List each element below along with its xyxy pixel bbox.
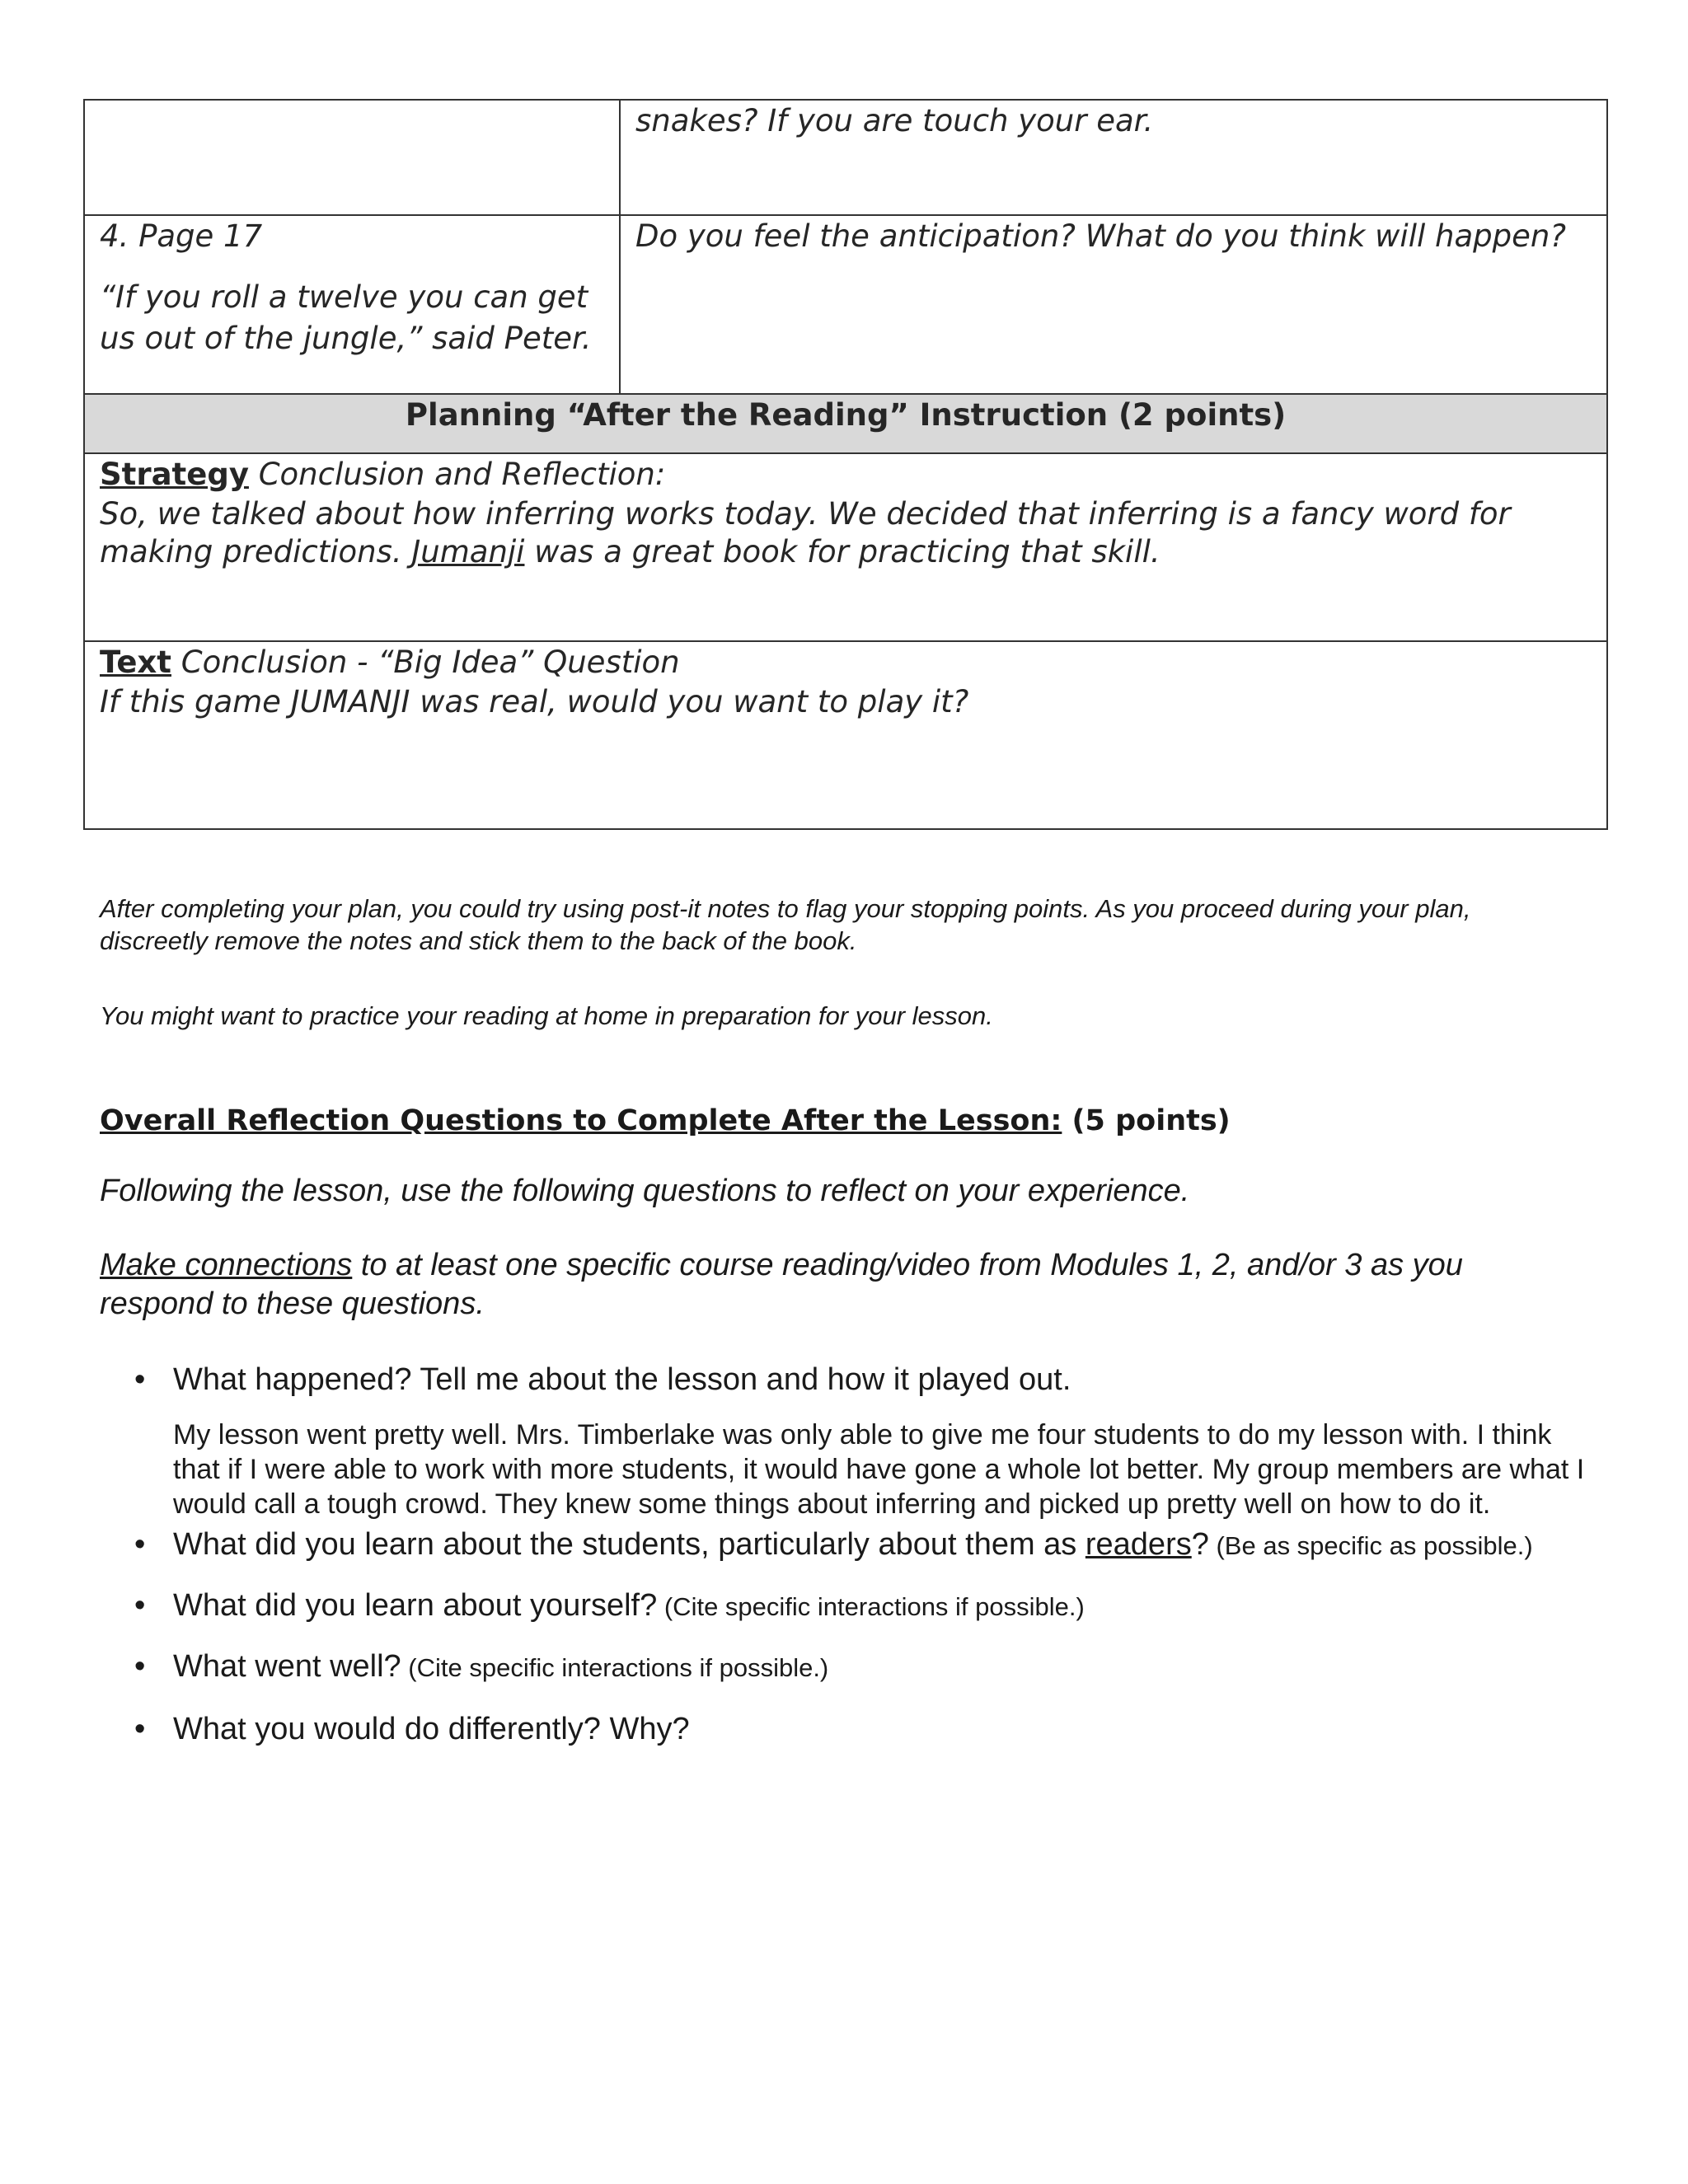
page-reference: 4. Page 17	[100, 218, 263, 254]
question-text: snakes? If you are touch your ear.	[635, 103, 1154, 138]
table-row	[84, 394, 1607, 453]
list-item	[100, 1586, 1592, 1627]
text-label: Text	[100, 644, 171, 680]
table-row	[84, 453, 1607, 641]
bullet-icon: •	[134, 1649, 146, 1684]
practice-note-text: You might want to practice your reading at home in preparation for your lesson.	[100, 1001, 993, 1030]
section-heading: Planning “After the Reading” Instruction (2 points)	[84, 394, 1607, 453]
question-text: What did you learn about the students, particularly about them as	[173, 1527, 1085, 1562]
make-connections-text: Make connections	[100, 1248, 353, 1282]
list-item	[100, 1647, 1592, 1688]
post-it-note-text: After completing your plan, you could try using post-it notes to flag your stopping points. As you proceed during your plan, discreetly remove the notes and stick them to the back of the book.	[100, 894, 1471, 955]
strategy-body-text: was a great book for practicing that skill.	[524, 534, 1160, 569]
text-cell	[84, 641, 1607, 829]
reflection-heading-text: Overall Reflection Questions to Complete After the Lesson:	[100, 1104, 1062, 1137]
table-row	[84, 215, 1607, 394]
reflection-questions-list	[100, 1360, 1592, 1749]
reflection-heading	[100, 1104, 1231, 1137]
text-title: Conclusion - “Big Idea” Question	[171, 644, 680, 680]
table-cell-question	[620, 100, 1607, 215]
bullet-icon: •	[134, 1588, 146, 1623]
big-idea-question: If this game JUMANJI was real, would you want to play it?	[100, 684, 969, 719]
connections-instruction	[100, 1246, 1583, 1324]
question-text: Do you feel the anticipation? What do you think will happen?	[635, 218, 1566, 254]
strategy-body	[100, 495, 1592, 571]
question-text: What did you learn about yourself?	[173, 1588, 658, 1623]
book-title: Jumanji	[411, 534, 525, 569]
reflection-instruction: Following the lesson, use the following questions to reflect on your experience.	[100, 1174, 1190, 1208]
answer-text: My lesson went pretty well. Mrs. Timberlake was only able to give me four students to do my lesson with. I think that if I were able to work with more students, it would have gone a whole lot better. My group members are what I would call a tough crowd. They knew some things about inferring and picked up pretty well on how to do it.	[173, 1419, 1585, 1520]
question-note: (Cite specific interactions if possible.)	[401, 1653, 829, 1682]
connections-instruction-text: to at least one specific course reading/video from Modules 1, 2, and/or 3 as you respond to these questions.	[100, 1248, 1463, 1321]
strategy-label: Strategy	[100, 457, 249, 492]
readers-text: readers	[1085, 1527, 1192, 1562]
lesson-plan-table	[83, 99, 1608, 830]
table-row	[84, 100, 1607, 215]
reflection-points: (5 points)	[1062, 1104, 1231, 1137]
question-text: What happened? Tell me about the lesson and how it played out.	[173, 1362, 1071, 1397]
bullet-icon: •	[134, 1527, 146, 1562]
list-item	[100, 1709, 1592, 1749]
list-item	[100, 1360, 1592, 1521]
strategy-body-text: So, we talked about how inferring works today. We decided that inferring is a fancy word for making predictions.	[100, 496, 1511, 569]
table-row	[84, 641, 1607, 829]
table-cell-page-ref	[84, 215, 620, 394]
book-quote: “If you roll a twelve you can get us out of the jungle,” said Peter.	[100, 279, 592, 356]
bullet-icon: •	[134, 1712, 146, 1746]
question-text: What you would do differently? Why?	[173, 1712, 690, 1746]
table-cell-empty	[84, 100, 620, 215]
table-cell-question	[620, 215, 1607, 394]
list-item	[100, 1525, 1592, 1566]
question-text: What went well?	[173, 1649, 401, 1684]
question-note: (Be as specific as possible.)	[1208, 1531, 1533, 1560]
bullet-icon: •	[134, 1362, 146, 1397]
question-text: ?	[1191, 1527, 1209, 1562]
strategy-title: Conclusion and Reflection:	[248, 457, 666, 492]
question-note: (Cite specific interactions if possible.)	[657, 1592, 1085, 1621]
strategy-cell	[84, 453, 1607, 641]
